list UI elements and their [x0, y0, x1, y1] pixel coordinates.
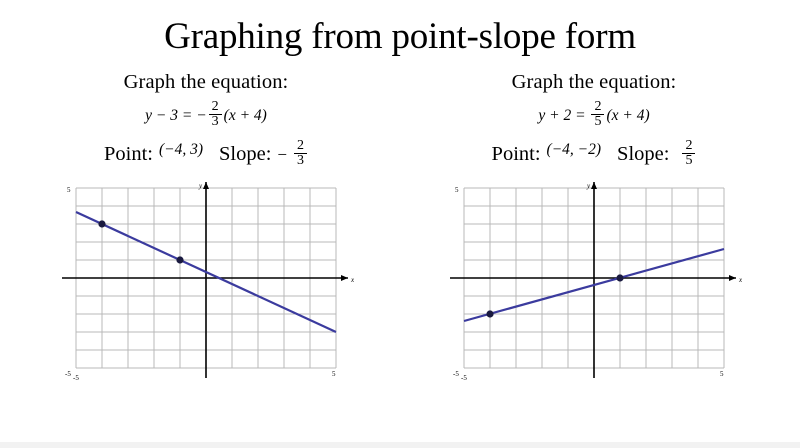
graph-right-point-2: [616, 274, 623, 281]
examples-container: [0, 57, 800, 388]
graph-left-x-axis-label: x: [351, 275, 355, 284]
equation-right-lhs: y + 2 =: [538, 106, 590, 124]
graph-right-container: [404, 178, 784, 388]
point-slope-line-left: [16, 138, 396, 172]
example-left: [16, 63, 396, 388]
graph-left-x-max-label: 5: [332, 369, 336, 378]
equation-right-fraction-numerator: 2: [594, 99, 602, 115]
prompt-text-left: Graph the equation:: [123, 70, 289, 93]
graph-left: [56, 178, 356, 388]
graph-right-x-min-label: -5: [453, 369, 459, 378]
equation-right-rhs: (x + 4): [606, 106, 650, 124]
graph-right-y-max-label: 5: [455, 185, 459, 194]
slope-sign-left: −: [277, 144, 288, 164]
equation-right-fraction-denominator: 5: [591, 114, 604, 129]
graph-right-point-1: [486, 310, 493, 317]
graph-right-x-axis-label: x: [739, 275, 743, 284]
equation-left-lhs: y − 3 = −: [145, 106, 207, 124]
equation-right: [404, 96, 784, 136]
page-title: Graphing from point-slope form: [164, 16, 636, 57]
equation-left-fraction-denominator: 3: [209, 114, 222, 129]
graph-right-y-axis-label: y: [587, 181, 591, 190]
graph-left-x-min-label: -5: [65, 369, 71, 378]
graph-left-point-2: [176, 256, 183, 263]
point-label-left: Point:: [103, 143, 153, 166]
equation-left-rhs: (x + 4): [223, 106, 267, 124]
graph-left-axes: [62, 182, 348, 378]
equation-left-fraction-numerator: 2: [211, 99, 219, 115]
example-right: [404, 63, 784, 388]
slope-fraction-left: [294, 139, 307, 169]
graph-left-y-max-label: 5: [67, 185, 71, 194]
graph-left-point-1: [98, 220, 105, 227]
footer-bar: [0, 442, 800, 448]
graph-right: [444, 178, 744, 388]
graph-right-axes: [450, 182, 736, 378]
graph-right-y-arrow-icon: [591, 182, 597, 189]
equation-right-fraction: [591, 100, 604, 130]
graph-left-container: [16, 178, 396, 388]
equation-left: [16, 96, 396, 136]
slope-label-right: Slope:: [617, 143, 670, 166]
point-slope-line-right: [404, 138, 784, 172]
slope-fraction-left-numerator: 2: [297, 138, 305, 154]
graph-right-x-arrow-icon: [729, 275, 736, 281]
graph-left-x-arrow-icon: [341, 275, 348, 281]
slope-fraction-right-denominator: 5: [682, 153, 695, 168]
graph-left-y-arrow-icon: [203, 182, 209, 189]
point-value-left: (−4, 3): [158, 140, 204, 158]
graph-left-y-axis-label: y: [199, 181, 203, 190]
point-label-right: Point:: [491, 143, 541, 166]
slope-label-left: Slope:: [219, 143, 272, 166]
slope-fraction-right: [682, 139, 695, 169]
graph-right-y-min-label: -5: [461, 373, 467, 382]
prompt-text-right: Graph the equation:: [511, 70, 677, 93]
graph-left-y-min-label: -5: [73, 373, 79, 382]
equation-left-fraction: [209, 100, 222, 130]
point-value-right: (−4, −2): [546, 140, 602, 158]
graph-right-x-max-label: 5: [720, 369, 724, 378]
slope-fraction-right-numerator: 2: [685, 138, 693, 154]
slope-fraction-left-denominator: 3: [294, 153, 307, 168]
